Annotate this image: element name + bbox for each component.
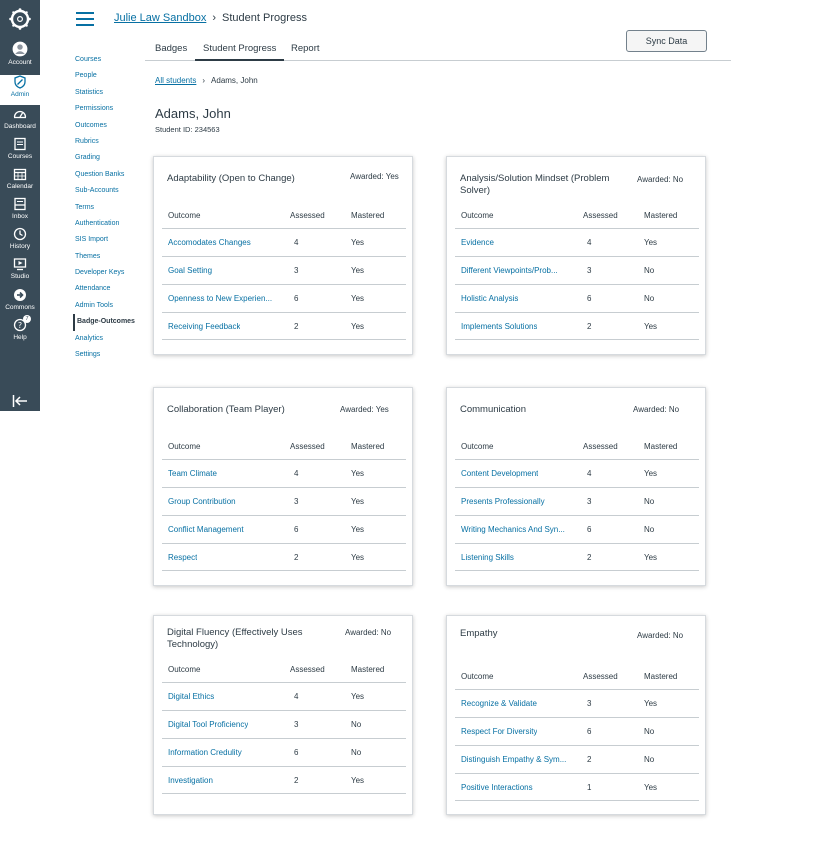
mastered-status: No — [351, 748, 362, 757]
global-nav-admin[interactable] — [0, 75, 40, 105]
column-header-outcome: Outcome — [461, 211, 494, 220]
mastered-status: Yes — [644, 469, 658, 478]
outcome-link[interactable]: Accomodates Changes — [168, 238, 251, 247]
breadcrumb-current: Student Progress — [222, 12, 308, 24]
column-header-assessed: Assessed — [583, 672, 618, 681]
admin-shield-icon — [0, 75, 40, 89]
mastered-status: Yes — [351, 294, 365, 303]
global-nav-courses[interactable] — [0, 137, 40, 167]
table-row — [162, 487, 406, 515]
outcome-table — [455, 202, 699, 340]
course-nav-outcomes[interactable]: Outcomes — [75, 121, 107, 129]
outcome-link[interactable]: Receiving Feedback — [168, 322, 241, 331]
global-nav-label: Commons — [5, 304, 35, 311]
course-nav-sub-accounts[interactable]: Sub-Accounts — [75, 187, 119, 195]
table-header — [455, 202, 699, 228]
assessed-count: 2 — [587, 322, 592, 331]
help-icon — [0, 318, 40, 332]
table-row — [162, 543, 406, 571]
mastered-status: Yes — [351, 525, 365, 534]
column-header-outcome: Outcome — [168, 211, 201, 220]
column-header-mastered: Mastered — [644, 211, 678, 220]
outcome-link[interactable]: Content Development — [461, 469, 539, 478]
outcome-link[interactable]: Respect For Diversity — [461, 727, 538, 736]
table-row — [162, 459, 406, 487]
mastered-status: No — [644, 266, 655, 275]
column-header-outcome: Outcome — [168, 665, 201, 674]
awarded-status: Awarded: No — [633, 405, 680, 414]
global-nav-commons[interactable] — [0, 288, 40, 318]
canvas-logo-icon[interactable] — [0, 0, 40, 38]
course-nav-themes[interactable]: Themes — [75, 252, 101, 260]
mastered-status: No — [644, 497, 655, 506]
global-nav-account[interactable] — [0, 41, 40, 73]
course-nav-badge-outcomes[interactable]: Badge-Outcomes — [73, 314, 144, 330]
card-title: Collaboration (Team Player) — [167, 404, 285, 415]
mastered-status: Yes — [351, 776, 365, 785]
column-header-assessed: Assessed — [583, 211, 618, 220]
outcome-link[interactable]: Implements Solutions — [461, 322, 538, 331]
assessed-count: 2 — [587, 553, 592, 562]
inbox-icon — [0, 197, 40, 211]
mastered-status: No — [644, 294, 655, 303]
mastered-status: No — [644, 727, 655, 736]
table-row — [455, 228, 699, 256]
assessed-count: 4 — [294, 469, 299, 478]
table-row — [455, 284, 699, 312]
assessed-count: 6 — [294, 294, 299, 303]
table-row — [455, 717, 699, 745]
outcome-link[interactable]: Openness to New Experien... — [168, 294, 273, 303]
column-header-outcome: Outcome — [168, 442, 201, 451]
table-row — [162, 256, 406, 284]
studio-icon — [0, 257, 40, 271]
column-header-mastered: Mastered — [644, 672, 678, 681]
course-nav-analytics[interactable]: Analytics — [75, 334, 104, 342]
outcome-card — [153, 387, 413, 586]
column-header-assessed: Assessed — [290, 211, 325, 220]
table-row — [162, 766, 406, 794]
course-nav-terms[interactable]: Terms — [75, 203, 95, 211]
outcome-link[interactable]: Respect — [168, 553, 198, 562]
table-row — [455, 515, 699, 543]
student-id: Student ID: 234563 — [155, 125, 220, 134]
breadcrumb-course-link[interactable]: Julie Law Sandbox — [114, 12, 207, 24]
all-students-link[interactable]: All students — [155, 76, 197, 85]
global-nav-label: Inbox — [12, 213, 28, 220]
sub-breadcrumb-current: Adams, John — [211, 76, 258, 85]
assessed-count: 6 — [587, 525, 592, 534]
card-title: Digital Fluency (Effectively Uses Technology) — [167, 627, 303, 650]
course-nav-attendance[interactable]: Attendance — [75, 285, 111, 293]
table-row — [162, 682, 406, 710]
history-icon — [0, 227, 40, 241]
courses-icon — [0, 137, 40, 151]
table-row — [455, 312, 699, 340]
svg-text:?: ? — [17, 321, 23, 330]
mastered-status: Yes — [351, 497, 365, 506]
awarded-status: Awarded: No — [637, 175, 684, 184]
outcome-link[interactable]: Digital Tool Proficiency — [168, 720, 249, 729]
global-nav-dashboard[interactable] — [0, 107, 40, 137]
commons-icon — [0, 288, 40, 302]
course-nav-people[interactable]: People — [75, 72, 97, 80]
table-row — [455, 487, 699, 515]
column-header-mastered: Mastered — [351, 211, 385, 220]
outcome-link[interactable]: Goal Setting — [168, 266, 213, 275]
card-title: Empathy — [460, 628, 498, 639]
table-row — [455, 459, 699, 487]
assessed-count: 2 — [294, 553, 299, 562]
sync-data-button[interactable]: Sync Data — [626, 30, 707, 52]
assessed-count: 3 — [294, 266, 299, 275]
column-header-assessed: Assessed — [583, 442, 618, 451]
assessed-count: 6 — [294, 748, 299, 757]
table-row — [455, 773, 699, 801]
outcome-link[interactable]: Presents Professionally — [461, 497, 545, 506]
table-header — [162, 433, 406, 459]
table-row — [162, 710, 406, 738]
course-nav-settings[interactable]: Settings — [75, 351, 101, 359]
course-nav-admin-tools[interactable]: Admin Tools — [75, 301, 114, 309]
assessed-count: 3 — [294, 720, 299, 729]
student-name: Adams, John — [155, 106, 231, 121]
card-title: Communication — [460, 404, 526, 415]
global-nav-label: Courses — [7, 153, 33, 160]
breadcrumb-separator-icon: › — [212, 12, 217, 24]
table-row — [455, 689, 699, 717]
mastered-status: Yes — [351, 469, 365, 478]
global-nav-studio[interactable] — [0, 257, 40, 287]
global-nav-inbox[interactable] — [0, 197, 40, 227]
column-header-outcome: Outcome — [461, 672, 494, 681]
global-nav-label: Dashboard — [4, 123, 36, 130]
global-nav-calendar[interactable] — [0, 167, 40, 197]
tab-badges[interactable]: Badges — [155, 43, 188, 54]
outcome-link[interactable]: Writing Mechanics And Syn... — [461, 525, 565, 534]
hamburger-menu-icon[interactable] — [76, 12, 94, 26]
outcome-card — [446, 156, 706, 355]
collapse-nav-icon[interactable] — [12, 394, 28, 408]
course-nav-courses[interactable]: Courses — [75, 56, 102, 63]
mastered-status: Yes — [351, 266, 365, 275]
outcome-link[interactable]: Team Climate — [168, 469, 217, 478]
table-header — [162, 202, 406, 228]
awarded-status: Awarded: Yes — [350, 172, 399, 181]
course-nav-permissions[interactable]: Permissions — [75, 105, 114, 113]
mastered-status: Yes — [351, 692, 365, 701]
mastered-status: Yes — [351, 553, 365, 562]
account-icon — [0, 41, 40, 57]
calendar-icon — [0, 167, 40, 181]
column-header-outcome: Outcome — [461, 442, 494, 451]
global-nav — [0, 0, 40, 411]
global-nav-label: History — [9, 243, 31, 250]
table-row — [455, 745, 699, 773]
course-nav-statistics[interactable]: Statistics — [75, 88, 104, 96]
outcome-link[interactable]: Investigation — [168, 776, 213, 785]
assessed-count: 2 — [587, 755, 592, 764]
mastered-status: No — [644, 525, 655, 534]
assessed-count: 4 — [587, 469, 592, 478]
outcome-card — [153, 615, 413, 815]
assessed-count: 2 — [294, 322, 299, 331]
outcome-table — [162, 433, 406, 571]
outcome-link[interactable]: Positive Interactions — [461, 783, 533, 792]
assessed-count: 3 — [587, 266, 592, 275]
global-nav-label: Help — [13, 334, 27, 341]
sub-breadcrumb — [155, 76, 258, 85]
global-nav-label: Calendar — [6, 183, 34, 190]
dashboard-icon — [0, 107, 40, 121]
outcome-link[interactable]: Distinguish Empathy & Sym... — [461, 755, 567, 764]
awarded-status: Awarded: No — [345, 628, 392, 637]
mastered-status: Yes — [644, 238, 658, 247]
course-nav-sis-import[interactable]: SIS Import — [75, 236, 109, 244]
column-header-mastered: Mastered — [351, 665, 385, 674]
outcome-link[interactable]: Holistic Analysis — [461, 294, 519, 303]
table-row — [455, 543, 699, 571]
outcome-link[interactable]: Recognize & Validate — [461, 699, 537, 708]
mastered-status: Yes — [351, 238, 365, 247]
course-nav-authentication[interactable]: Authentication — [75, 219, 120, 227]
global-nav-help[interactable] — [0, 318, 40, 348]
card-title: Analysis/Solution Mindset (Problem Solver) — [460, 173, 610, 196]
course-nav — [72, 52, 144, 363]
column-header-assessed: Assessed — [290, 665, 325, 674]
outcome-link[interactable]: Group Contribution — [168, 497, 236, 506]
assessed-count: 4 — [294, 692, 299, 701]
outcome-link[interactable]: Conflict Management — [168, 525, 244, 534]
table-header — [162, 656, 406, 682]
assessed-count: 1 — [587, 783, 592, 792]
table-row — [162, 312, 406, 340]
card-title: Adaptability (Open to Change) — [167, 173, 295, 184]
global-nav-label: Studio — [10, 273, 30, 280]
outcome-table — [455, 433, 699, 571]
table-header — [455, 663, 699, 689]
outcome-link[interactable]: Different Viewpoints/Prob... — [461, 266, 558, 275]
mastered-status: Yes — [644, 783, 658, 792]
course-nav-question-banks[interactable]: Question Banks — [75, 170, 125, 178]
assessed-count: 3 — [587, 497, 592, 506]
outcome-table — [455, 663, 699, 801]
assessed-count: 2 — [294, 776, 299, 785]
outcome-link[interactable]: Listening Skills — [461, 553, 514, 562]
awarded-status: Awarded: No — [637, 631, 684, 640]
assessed-count: 4 — [587, 238, 592, 247]
mastered-status: Yes — [644, 322, 658, 331]
column-header-assessed: Assessed — [290, 442, 325, 451]
course-nav-rubrics[interactable]: Rubrics — [75, 137, 99, 145]
assessed-count: 3 — [587, 699, 592, 708]
mastered-status: No — [351, 720, 362, 729]
outcome-card — [153, 156, 413, 355]
assessed-count: 6 — [587, 727, 592, 736]
outcome-link[interactable]: Evidence — [461, 238, 494, 247]
mastered-status: Yes — [644, 553, 658, 562]
global-nav-label: Account — [8, 59, 32, 66]
help-badge: 7 — [23, 315, 31, 323]
mastered-status: Yes — [644, 699, 658, 708]
assessed-count: 3 — [294, 497, 299, 506]
awarded-status: Awarded: Yes — [340, 405, 389, 414]
outcome-link[interactable]: Information Credulity — [168, 748, 242, 757]
column-header-mastered: Mastered — [644, 442, 678, 451]
assessed-count: 6 — [587, 294, 592, 303]
table-row — [162, 284, 406, 312]
table-row — [162, 738, 406, 766]
table-row — [162, 515, 406, 543]
breadcrumb — [114, 12, 307, 24]
column-header-mastered: Mastered — [351, 442, 385, 451]
sub-breadcrumb-separator-icon: › — [202, 76, 206, 85]
assessed-count: 6 — [294, 525, 299, 534]
outcome-card — [446, 615, 706, 815]
table-row — [162, 228, 406, 256]
table-header — [455, 433, 699, 459]
outcome-link[interactable]: Digital Ethics — [168, 692, 215, 701]
outcome-table — [162, 202, 406, 340]
course-nav-grading[interactable]: Grading — [75, 154, 100, 162]
tab-student-progress[interactable]: Student Progress — [195, 38, 284, 61]
outcome-card — [446, 387, 706, 586]
global-nav-label: Admin — [10, 91, 30, 98]
assessed-count: 4 — [294, 238, 299, 247]
table-row — [455, 256, 699, 284]
global-nav-history[interactable] — [0, 227, 40, 257]
course-nav-developer-keys[interactable]: Developer Keys — [75, 269, 125, 277]
tab-report[interactable]: Report — [291, 43, 320, 54]
outcome-table — [162, 656, 406, 794]
mastered-status: Yes — [351, 322, 365, 331]
mastered-status: No — [644, 755, 655, 764]
